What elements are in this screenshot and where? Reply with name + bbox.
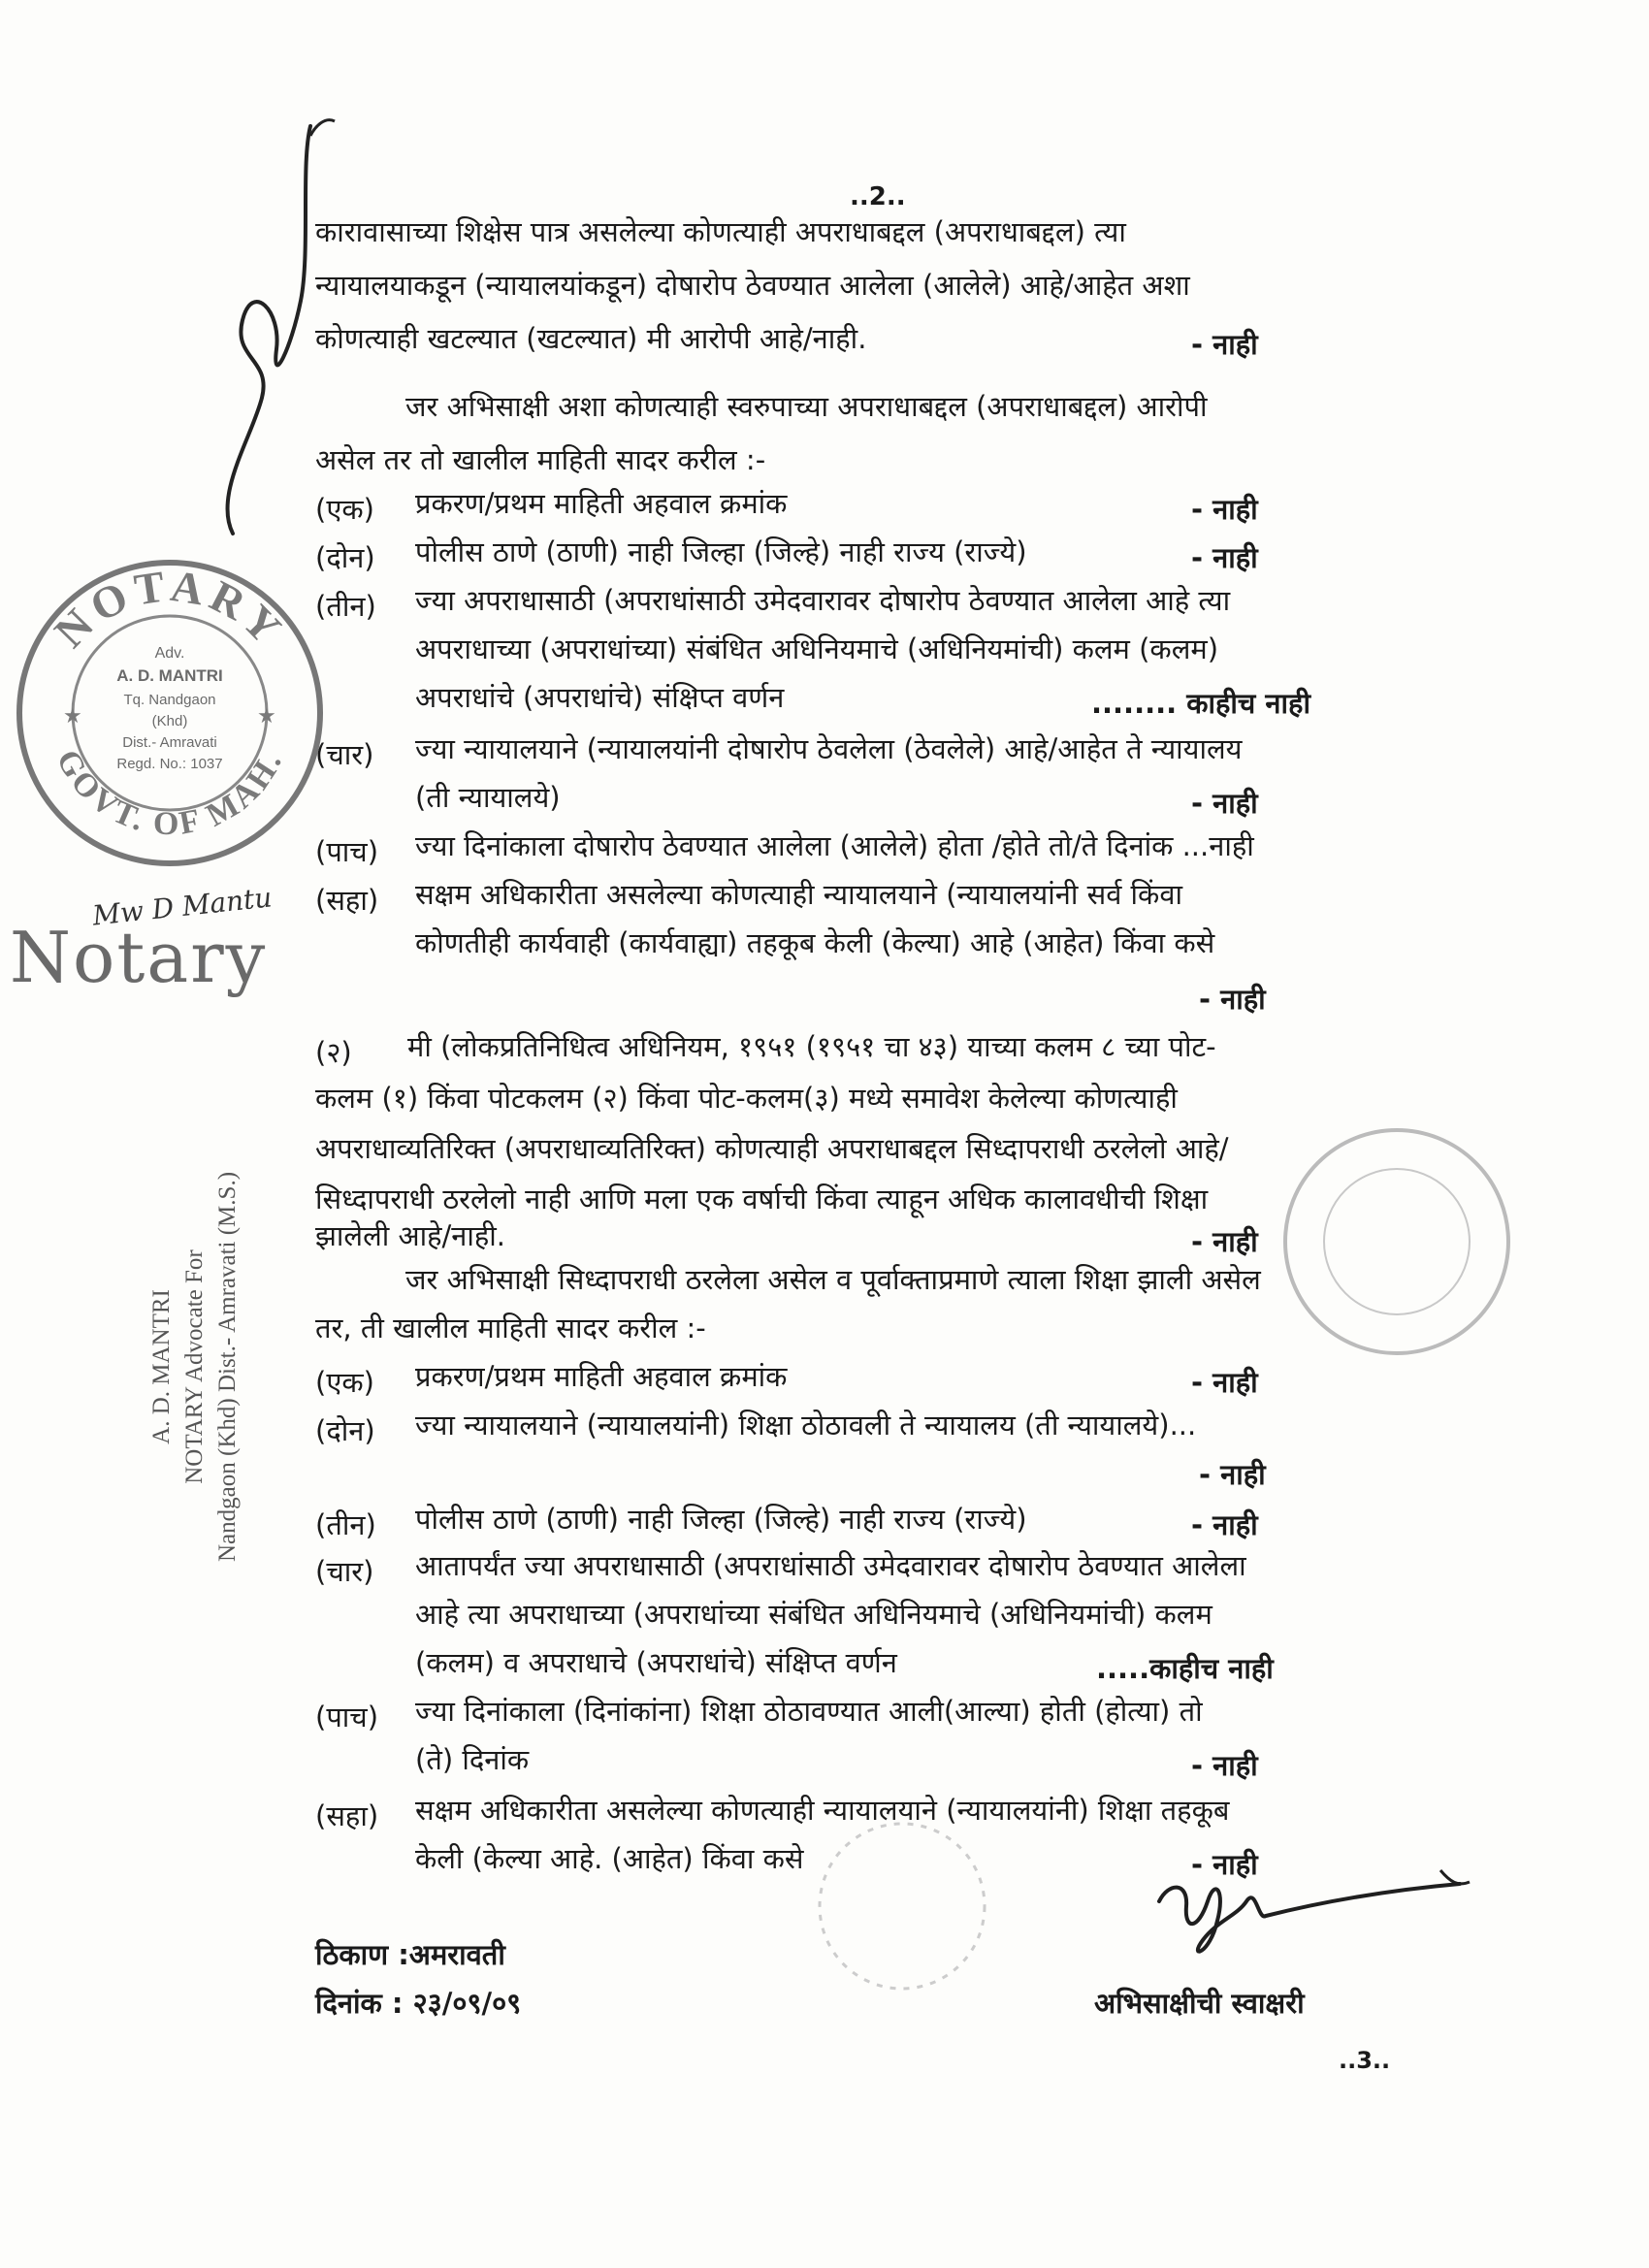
item-answer: - नाही <box>1191 493 1258 526</box>
para2-number: (२) <box>315 1036 352 1069</box>
vertical-notary-seal <box>146 1172 243 1562</box>
vertical-seal-line: A. D. MANTRI <box>148 1289 175 1444</box>
item-line: आतापर्यंत ज्या अपराधासाठी (अपराधांसाठी उमेदवारावर दोषारोप ठेवण्यात आलेला <box>415 1549 1246 1582</box>
margin-signature <box>116 107 407 563</box>
faded-stamp-right <box>1271 1116 1523 1368</box>
item-line: ज्या न्यायालयाने (न्यायालयांनी दोषारोप ठेवलेला (ठेवलेले) आहे/आहेत ते न्यायालय <box>415 732 1243 765</box>
item-line: पोलीस ठाणे (ठाणी) नाही जिल्हा (जिल्हे) नाही राज्य (राज्ये) <box>415 535 1027 568</box>
item-answer: - नाही <box>1199 1458 1266 1491</box>
para2-answer: - नाही <box>1191 1225 1258 1258</box>
para1-line: जर अभिसाक्षी अशा कोणत्याही स्वरुपाच्या अपराधाबद्दल (अपराधाबद्दल) आरोपी <box>405 390 1208 423</box>
place-label: ठिकाण :अमरावती <box>315 1938 505 1971</box>
item-line: कोणतीही कार्यवाही (कार्यवाह्या) तहकूब केली (केल्या) आहे (आहेत) किंवा कसे <box>415 926 1215 959</box>
para2-line: मी (लोकप्रतिनिधित्व अधिनियम, १९५१ (१९५१ चा ४३) याच्या कलम ८ च्या पोट- <box>407 1030 1216 1063</box>
item-number: (सहा) <box>315 884 379 917</box>
item-number: (एक) <box>315 1366 374 1399</box>
vertical-seal-line: Nandgaon (Khd) Dist.- Amravati (M.S.) <box>213 1171 241 1562</box>
item-line: अपराधाच्या (अपराधांच्या) संबंधित अधिनियमाचे (अधिनियमांची) कलम (कलम) <box>415 632 1219 665</box>
item-number: (चार) <box>315 1555 374 1588</box>
intro-line: कारावासाच्या शिक्षेस पात्र असलेल्या कोणत्याही अपराधाबद्दल (अपराधाबद्दल) त्या <box>315 215 1126 248</box>
item-answer: - नाही <box>1191 541 1258 574</box>
item-line: सक्षम अधिकारीता असलेल्या कोणत्याही न्यायालयाने (न्यायालयांनी सर्व किंवा <box>415 878 1182 911</box>
item-number: (दोन) <box>315 541 375 574</box>
svg-text:NOTARY <box>45 561 295 657</box>
item-number: (दोन) <box>315 1414 375 1447</box>
notary-stamp-line: A. D. MANTRI <box>116 666 223 685</box>
notary-stamp-line: Regd. No.: 1037 <box>116 756 223 772</box>
item-number: (चार) <box>315 738 374 771</box>
notary-stamp-line: Adv. <box>154 645 185 662</box>
item-number: (पाच) <box>315 1701 379 1733</box>
signature-label: अभिसाक्षीची स्वाक्षरी <box>1094 1987 1305 2020</box>
item-line: ज्या अपराधासाठी (अपराधांसाठी उमेदवारावर दोषारोप ठेवण्यात आलेला आहे त्या <box>415 584 1231 617</box>
notary-stamp-bottom: GOVT. OF MAH. <box>48 744 290 843</box>
item-line: ज्या दिनांकाला (दिनांकांना) शिक्षा ठोठावण्यात आली(आल्या) होती (होत्या) तो <box>415 1695 1203 1728</box>
item-line: (कलम) व अपराधाचे (अपराधांचे) संक्षिप्त वर्णन <box>415 1646 897 1679</box>
notary-stamp-top: NOTARY <box>45 560 295 658</box>
item-line: प्रकरण/प्रथम माहिती अहवाल क्रमांक <box>415 487 788 520</box>
notary-stamp-line: Dist.- Amravati <box>122 734 217 751</box>
para2-line: कलम (१) किंवा पोटकलम (२) किंवा पोट-कलम(३) मध्ये समावेश केलेल्या कोणत्याही <box>315 1082 1178 1115</box>
notary-large-text: Notary <box>10 917 268 998</box>
item-line: (ती न्यायालये) <box>415 781 561 814</box>
page-footer: ..3.. <box>1339 2047 1391 2074</box>
notary-stamp <box>10 553 330 873</box>
para2-line: सिध्दापराधी ठरलेलो नाही आणि मला एक वर्षाची किंवा त्याहून अधिक कालावधीची शिक्षा <box>315 1183 1209 1215</box>
para2-line: अपराधाव्यतिरिक्त (अपराधाव्यतिरिक्त) कोणत्याही अपराधाबद्दल सिध्दापराधी ठरलेलो आहे/ <box>315 1132 1229 1165</box>
item-number: (सहा) <box>315 1799 379 1832</box>
item-line: ज्या दिनांकाला दोषारोप ठेवण्यात आलेला (आलेले) होता /होते तो/ते दिनांक ...नाही <box>415 829 1254 862</box>
intro-line: कोणत्याही खटल्यात (खटल्यात) मी आरोपी आहे/नाही. <box>315 322 867 355</box>
deponent-signature <box>1149 1863 1499 1969</box>
item-number: (तीन) <box>315 1508 376 1541</box>
item-answer: - नाही <box>1191 1508 1258 1541</box>
vertical-seal-line: NOTARY Advocate For <box>180 1249 208 1484</box>
item-number: (पाच) <box>315 835 379 868</box>
item-number: (तीन) <box>315 590 376 623</box>
item-answer: ........ काहीच नाही <box>1091 687 1310 720</box>
intro-line: न्यायालयाकडून (न्यायालयांकडून) दोषारोप ठेवण्यात आलेला (आलेले) आहे/आहेत अशा <box>315 269 1190 302</box>
item-line: प्रकरण/प्रथम माहिती अहवाल क्रमांक <box>415 1360 788 1393</box>
item-number: (एक) <box>315 493 374 526</box>
svg-text:★: ★ <box>257 704 276 729</box>
intro-answer: - नाही <box>1191 328 1258 361</box>
item-answer: - नाही <box>1191 1366 1258 1399</box>
item-answer: - नाही <box>1199 983 1266 1016</box>
date-label: दिनांक : २३/०९/०९ <box>315 1987 522 2020</box>
para1-line: असेल तर तो खालील माहिती सादर करील :- <box>315 443 766 476</box>
svg-text:★: ★ <box>63 704 82 729</box>
item-line: अपराधांचे (अपराधांचे) संक्षिप्त वर्णन <box>415 681 785 714</box>
para3-line: जर अभिसाक्षी सिध्दापराधी ठरलेला असेल व पूर्वाक्ताप्रमाणे त्याला शिक्षा झाली असेल <box>405 1263 1261 1296</box>
notary-handwritten: Mw D Mantu <box>90 881 274 932</box>
item-line: आहे त्या अपराधाच्या (अपराधांच्या संबंधित अधिनियमाचे (अधिनियमांची) कलम <box>415 1598 1212 1631</box>
page-header: ..2.. <box>850 182 906 211</box>
item-line: ज्या न्यायालयाने (न्यायालयांनी) शिक्षा ठोठावली ते न्यायालय (ती न्यायालये)... <box>415 1409 1197 1442</box>
item-line: केली (केल्या आहे. (आहेत) किंवा कसे <box>415 1842 804 1875</box>
item-answer: - नाही <box>1191 1749 1258 1782</box>
faded-stamp-bottom <box>805 1814 999 1998</box>
item-answer: .....काहीच नाही <box>1096 1652 1274 1685</box>
para2-line: झालेली आहे/नाही. <box>315 1219 506 1252</box>
item-answer: - नाही <box>1191 1848 1258 1881</box>
item-line: (ते) दिनांक <box>415 1743 530 1776</box>
notary-stamp-line: (Khd) <box>151 713 188 729</box>
item-answer: - नाही <box>1191 787 1258 820</box>
para3-line: तर, ती खालील माहिती सादर करील :- <box>315 1312 706 1345</box>
item-line: पोलीस ठाणे (ठाणी) नाही जिल्हा (जिल्हे) नाही राज्य (राज्ये) <box>415 1503 1027 1536</box>
item-line: सक्षम अधिकारीता असलेल्या कोणत्याही न्यायालयाने (न्यायालयांनी) शिक्षा तहकूब <box>415 1794 1230 1827</box>
notary-stamp-line: Tq. Nandgaon <box>123 692 216 708</box>
